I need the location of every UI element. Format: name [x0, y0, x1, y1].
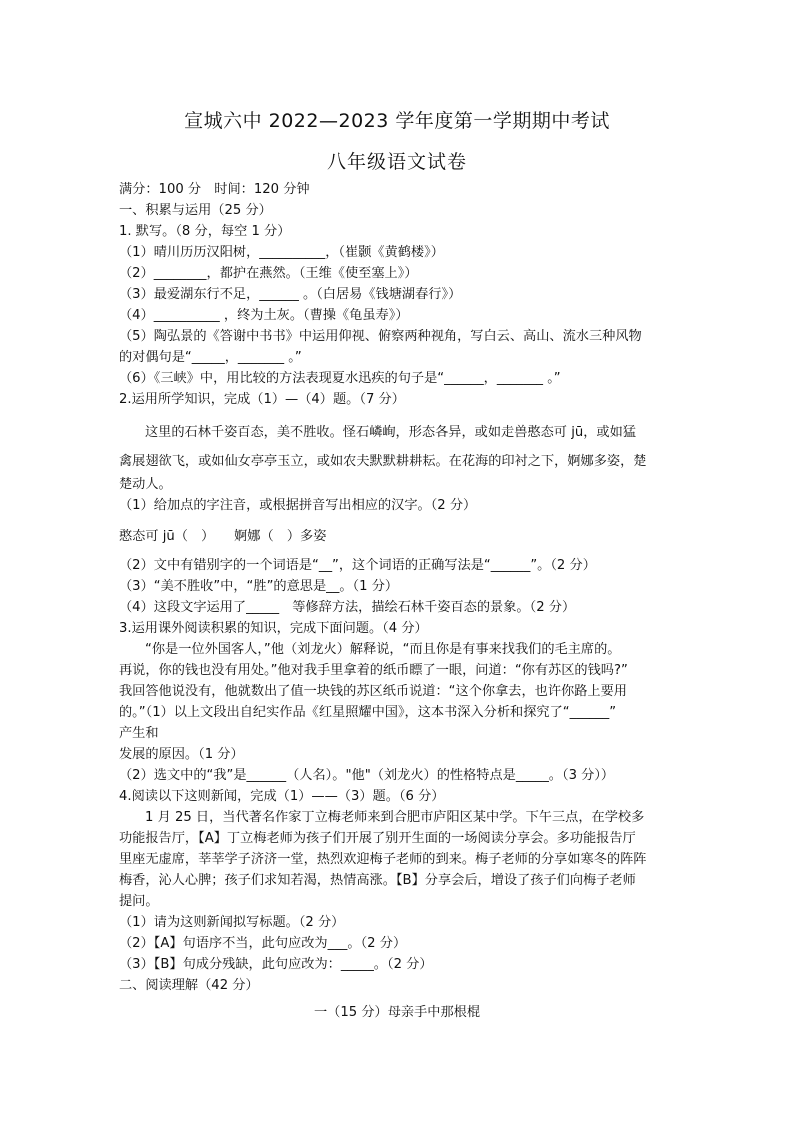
q1-item-3: （3）最爱湖东行不足，______ 。（白居易《钱塘湖春行》）: [119, 287, 462, 302]
q2-pinyin-line: 憨态可 jū（ ） 婀娜（ ）多姿: [119, 529, 327, 544]
q2-item-1: （1）给加点的字注音，或根据拼音写出相应的汉字。（2 分）: [119, 498, 477, 513]
exam-title: 宣城六中 2022—2023 学年度第一学期期中考试: [184, 110, 610, 132]
q1-item-4: （4）__________ ，终为土灰。（曹操《龟虽寿》）: [119, 308, 409, 323]
q3-heading: 3.运用课外阅读积累的知识，完成下面问题。（4 分）: [119, 621, 428, 636]
q3-line-1: “你是一位外国客人，”他（刘龙火）解释说，“而且你是有事来找我们的毛主席的。: [145, 642, 621, 657]
q4-passage-line-1: 1 月 25 日，当代著名作家丁立梅老师来到合肥市庐阳区某中学。下午三点，在学校多: [145, 810, 645, 825]
q2-item-2: （2）文中有错别字的一个词语是“__”，这个词语的正确写法是“______”。（2 分）: [119, 558, 596, 573]
section2-subheading: 一（15 分）母亲手中那根棍: [313, 1005, 481, 1020]
q1-item-1: （1）晴川历历汉阳树，__________，（崔颢《黄鹤楼》）: [119, 245, 444, 260]
q4-passage-line-2: 功能报告厅，【A】丁立梅老师为孩子们开展了别开生面的一场阅读分享会。多功能报告厅: [119, 831, 636, 846]
q3-line-2: 再说，你的钱也没有用处。”他对我手里拿着的纸币瞟了一眼，问道：“你有苏区的钱吗?”: [119, 663, 628, 678]
q3-line-6: 发展的原因。（1 分）: [119, 747, 244, 762]
q4-passage-line-3: 里座无虚席，莘莘学子济济一堂，热烈欢迎梅子老师的到来。梅子老师的分享如寒冬的阵阵: [119, 852, 647, 867]
q2-passage-line-1: 这里的石林千姿百态，美不胜收。怪石嶙峋，形态各异，或如走兽憨态可 jū，或如猛: [145, 425, 636, 440]
q2-item-3: （3）“美不胜收”中，“胜”的意思是__。（1 分）: [119, 579, 399, 594]
q4-item-3: （3）【B】句成分残缺，此句应改为：_____。（2 分）: [119, 957, 433, 972]
q3-line-5: 产生和: [119, 726, 159, 741]
q1-heading: 1. 默写。（8 分，每空 1 分）: [119, 224, 291, 239]
q4-heading: 4.阅读以下这则新闻，完成（1）——（3）题。（6 分）: [119, 789, 445, 804]
q4-item-2: （2）【A】句语序不当，此句应改为___。（2 分）: [119, 936, 407, 951]
q3-item-2: （2）选文中的“我”是______（人名）。"他"（刘龙火）的性格特点是_____。（3 分））: [119, 768, 615, 783]
q3-line-3: 我回答他说没有，他就数出了值一块钱的苏区纸币说道：“这个你拿去，也许你路上要用: [119, 684, 627, 699]
q4-passage-line-4: 梅香，沁人心脾；孩子们求知若渴，热情高涨。【B】分享会后，增设了孩子们向梅子老师: [119, 873, 636, 888]
q2-item-4: （4）这段文字运用了_____ 等修辞方法，描绘石林千姿百态的景象。（2 分）: [119, 600, 576, 615]
q4-passage-line-5: 提问。: [119, 894, 159, 909]
q3-line-4: 的。”（1）以上文段出自纪实作品《红星照耀中国》，这本书深入分析和探究了“______”: [119, 705, 617, 720]
section1-heading: 一、积累与运用（25 分）: [119, 203, 272, 218]
exam-subtitle: 八年级语文试卷: [326, 151, 467, 173]
q1-item-6: （6）《三峡》中，用比较的方法表现夏水迅疾的句子是“______，_______ 。”: [119, 371, 561, 386]
q1-item-5: （5）陶弘景的《答谢中书书》中运用仰视、俯察两种视角，写白云、高山、流水三种风物: [119, 329, 642, 344]
q2-passage-line-2: 禽展翅欲飞，或如仙女亭亭玉立，或如农夫默默耕耕耘。在花海的印衬之下，婀娜多姿，楚: [119, 454, 647, 469]
q2-passage-line-3: 楚动人。: [119, 477, 172, 492]
score-time-line: 满分：100 分 时间：120 分钟: [119, 182, 310, 197]
q2-heading: 2.运用所学知识，完成（1）—（4）题。（7 分）: [119, 392, 405, 407]
section2-heading: 二、阅读理解（42 分）: [119, 978, 259, 993]
q1-item-2: （2）________，都护在燕然。（王维《使至塞上》）: [119, 266, 418, 281]
q4-item-1: （1）请为这则新闻拟写标题。（2 分）: [119, 915, 345, 930]
q1-item-5-cont: 的对偶句是“_____，_______ 。”: [119, 350, 302, 365]
